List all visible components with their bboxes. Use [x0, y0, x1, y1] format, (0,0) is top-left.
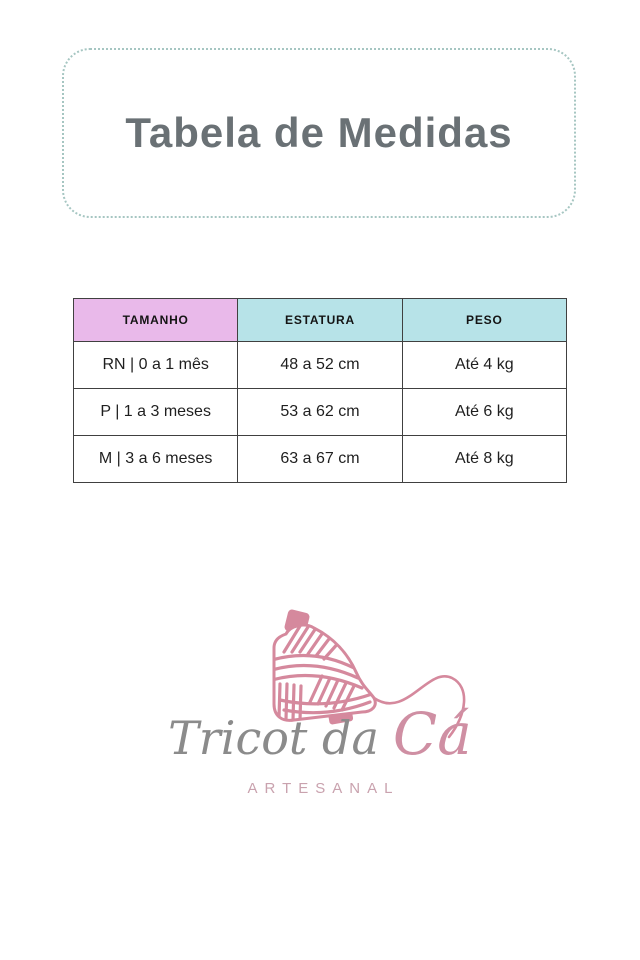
column-header-tamanho: TAMANHO — [74, 299, 238, 342]
table-row — [74, 436, 567, 483]
yarn-thread-icon — [374, 676, 464, 737]
cell-size: P | 1 a 3 meses — [74, 389, 238, 436]
cell-size: M | 3 a 6 meses — [74, 436, 238, 483]
brand-accent: Cá — [392, 700, 472, 768]
page-title: Tabela de Medidas — [125, 109, 513, 156]
cell-height: 53 a 62 cm — [238, 389, 402, 436]
cell-height: 63 a 67 cm — [238, 436, 402, 483]
brand-name: Tricot da — [168, 711, 379, 765]
brand-tagline: ARTESANAL — [247, 780, 400, 797]
cell-weight: Até 8 kg — [402, 436, 566, 483]
column-header-peso: PESO — [402, 299, 566, 342]
size-table — [73, 298, 567, 483]
table-header-row — [74, 299, 567, 342]
cell-weight: Até 4 kg — [402, 342, 566, 389]
title-box — [62, 48, 576, 218]
column-header-estatura: ESTATURA — [238, 299, 402, 342]
table-row — [74, 389, 567, 436]
cell-size: RN | 0 a 1 mês — [74, 342, 238, 389]
cell-height: 48 a 52 cm — [238, 342, 402, 389]
cell-weight: Até 6 kg — [402, 389, 566, 436]
yarn-skein-icon — [256, 604, 478, 750]
table-row — [74, 342, 567, 389]
